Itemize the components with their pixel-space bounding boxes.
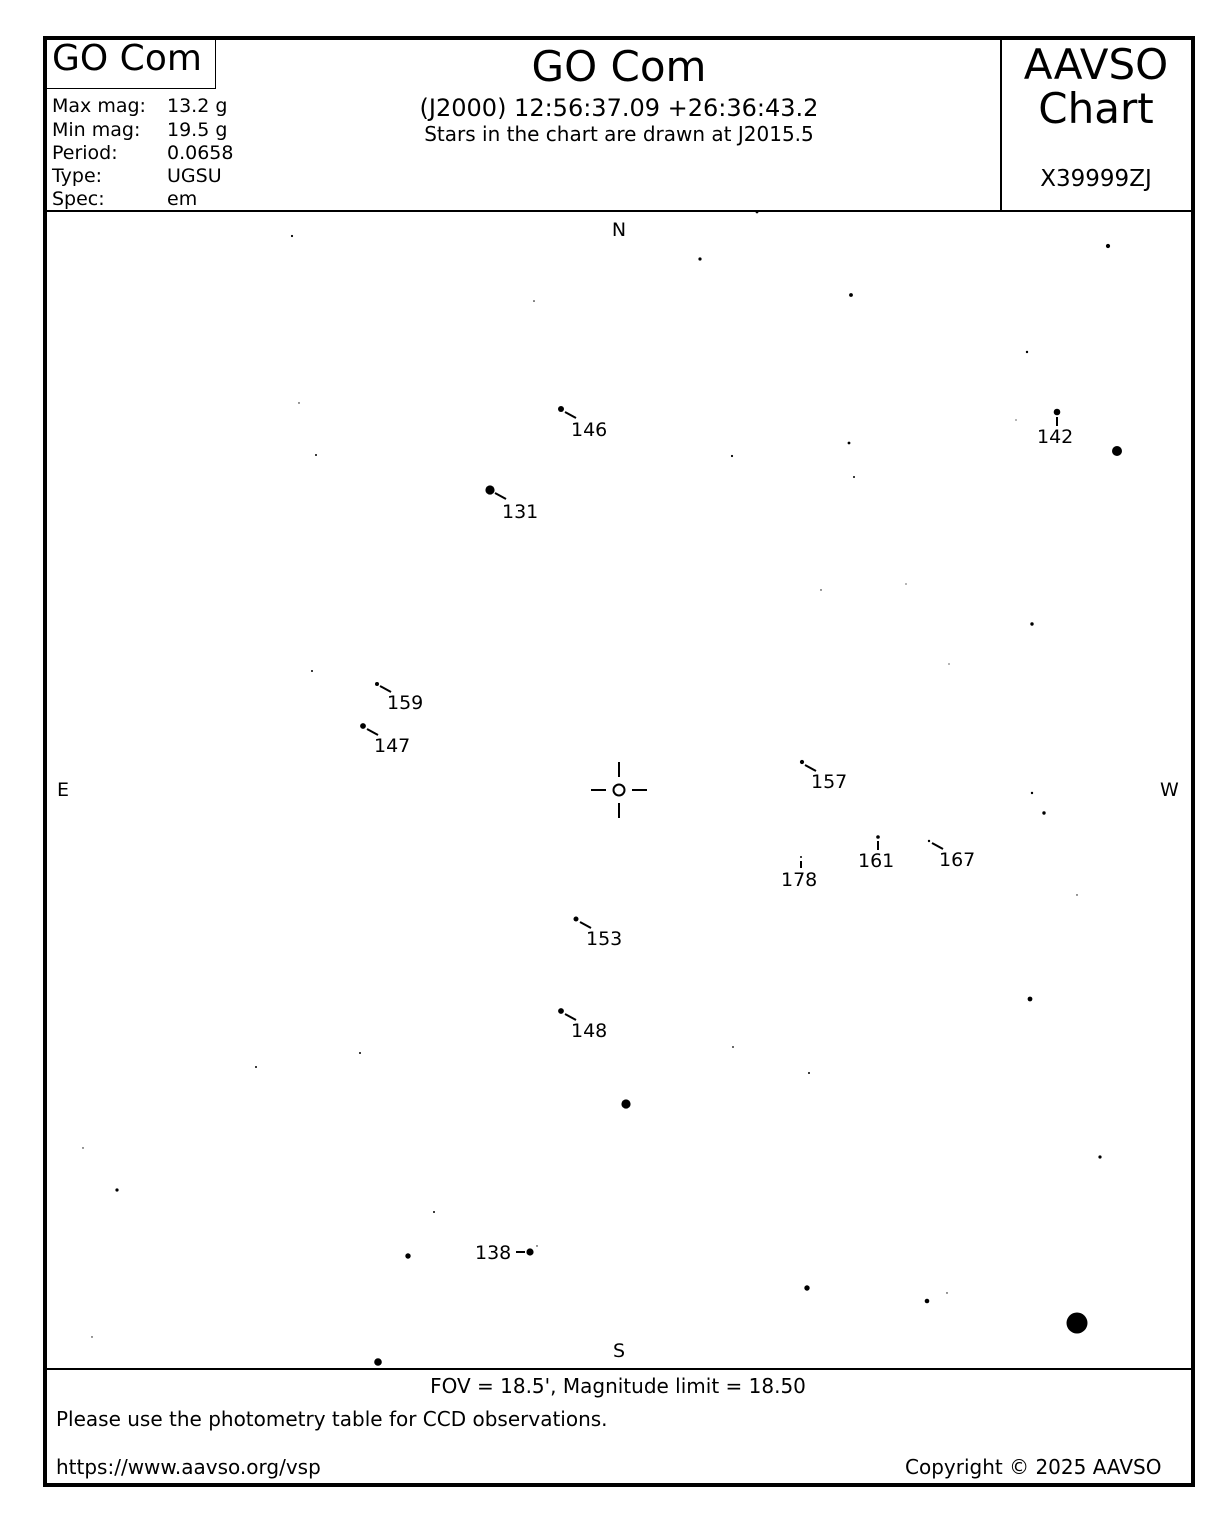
compass-east: E (57, 779, 70, 801)
compass-west: W (1160, 779, 1179, 801)
chart-title: GO Com (531, 42, 707, 91)
target-reticle (591, 762, 647, 818)
fov-text: FOV = 18.5', Magnitude limit = 18.50 (430, 1374, 806, 1398)
meta-label-period: Period: (52, 142, 118, 164)
comp-label-147: 147 (374, 735, 411, 757)
comparison-star-161 (858, 835, 894, 872)
brand-line-1: AAVSO (1023, 40, 1169, 89)
comparison-star-131 (485, 485, 538, 523)
comparison-star-138 (475, 1242, 534, 1264)
comp-label-148: 148 (571, 1020, 608, 1042)
vsp-link[interactable]: https://www.aavso.org/vsp (56, 1455, 321, 1479)
comp-label-178: 178 (781, 869, 818, 891)
comp-label-159: 159 (387, 692, 424, 714)
star-name-box-label: GO Com (52, 38, 202, 79)
copyright: Copyright © 2025 AAVSO (905, 1455, 1162, 1479)
compass-south: S (612, 1340, 626, 1362)
brand-line-2: Chart (1038, 84, 1154, 133)
comparison-star-178 (781, 856, 817, 891)
meta-label-spec: Spec: (52, 188, 105, 210)
comparison-star-153 (574, 917, 623, 951)
meta-value-period: 0.0658 (167, 142, 234, 164)
ccd-note: Please use the photometry table for CCD observations. (56, 1407, 608, 1431)
meta-label-min: Min mag: (52, 119, 141, 141)
meta-value-max: 13.2 g (167, 95, 228, 117)
comp-label-161: 161 (858, 850, 895, 872)
meta-value-type: UGSU (167, 165, 222, 187)
comp-label-167: 167 (939, 849, 976, 871)
compass-north: N (611, 219, 627, 241)
comp-label-153: 153 (586, 928, 623, 950)
field-stars (82, 211, 1122, 1366)
epoch-note: Stars in the chart are drawn at J2015.5 (424, 122, 814, 146)
comparison-star-147 (360, 723, 410, 757)
comparison-star-159 (375, 682, 423, 714)
meta-value-min: 19.5 g (167, 119, 228, 141)
comparison-star-142 (1037, 409, 1073, 448)
chart-id: X39999ZJ (1040, 166, 1152, 192)
comp-label-146: 146 (571, 419, 608, 441)
meta-label-max: Max mag: (52, 95, 146, 117)
comparison-star-167 (928, 840, 975, 871)
comparison-star-148 (558, 1008, 607, 1042)
meta-value-spec: em (167, 188, 198, 210)
comp-label-157: 157 (811, 771, 848, 793)
target-coordinates: (J2000) 12:56:37.09 +26:36:43.2 (419, 94, 819, 122)
comp-label-142: 142 (1037, 426, 1074, 448)
comp-label-138: 138 (475, 1242, 512, 1264)
comparison-star-146 (558, 406, 607, 441)
meta-label-type: Type: (52, 165, 103, 187)
comp-label-131: 131 (502, 501, 539, 523)
comparison-star-157 (800, 760, 847, 793)
